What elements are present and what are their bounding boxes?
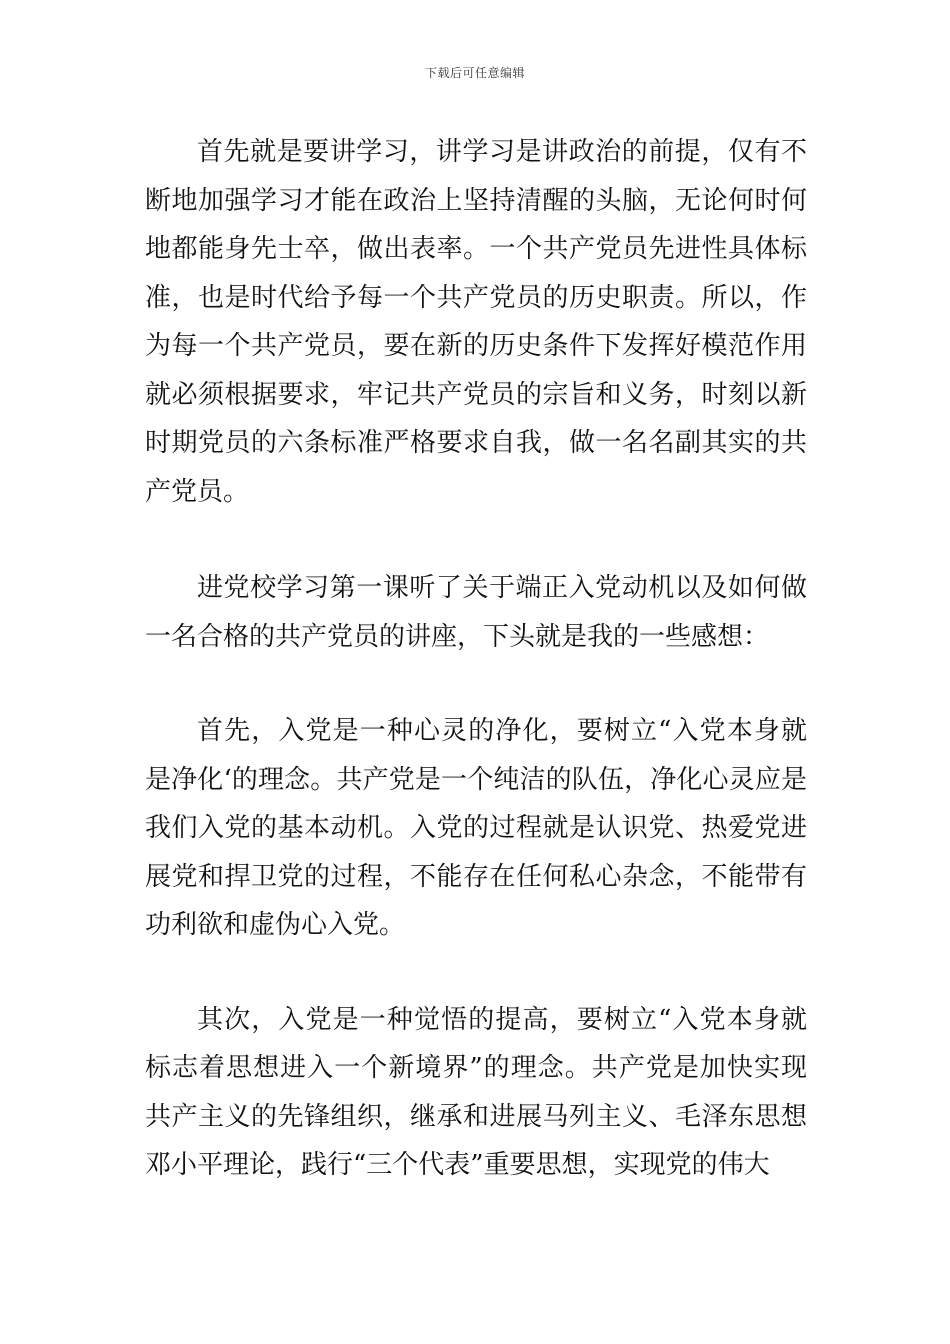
paragraph-awareness: 其次，入党是一种觉悟的提高，要树立“入党本身就标志着思想进入一个新境界”的理念。共产党是加快实现共产主义的先锋组织，继承和进展马列主义、毛泽东思想邓小平理论，践行“三个代表”重要思想，实现党的伟大 xyxy=(145,1004,807,1180)
paragraph-study: 首先就是要讲学习，讲学习是讲政治的前提，仅有不断地加强学习才能在政治上坚持清醒的头脑，无论何时何地都能身先士卒，做出表率。一个共产党员先进性具体标准，也是时代给予每一个共产党员的历史职责。所以，作为每一个共产党员，要在新的历史条件下发挥好模范作用就必须根据要求，牢记共产党员的宗旨和义务，时刻以新时期党员的六条标准严格要求自我，做一名名副其实的共产党员。 xyxy=(145,137,807,507)
paragraph-spacer xyxy=(145,950,807,996)
paragraph-first-lesson: 进党校学习第一课听了关于端正入党动机以及如何做一名合格的共产党员的讲座，下头就是我的一些感想： xyxy=(145,573,807,652)
document-body xyxy=(145,128,807,1190)
page-header-note: 下载后可任意编辑 xyxy=(424,66,525,80)
paragraph-purification: 首先，入党是一种心灵的净化，要树立“入党本身就是净化‘的理念。共产党是一个纯洁的队伍，净化心灵应是我们入党的基本动机。入党的过程就是认识党、热爱党进展党和捍卫党的过程，不能存在任何私心杂念，不能带有功利欲和虚伪心入党。 xyxy=(145,716,807,940)
paragraph-spacer xyxy=(145,661,807,707)
paragraph-spacer xyxy=(145,516,807,564)
